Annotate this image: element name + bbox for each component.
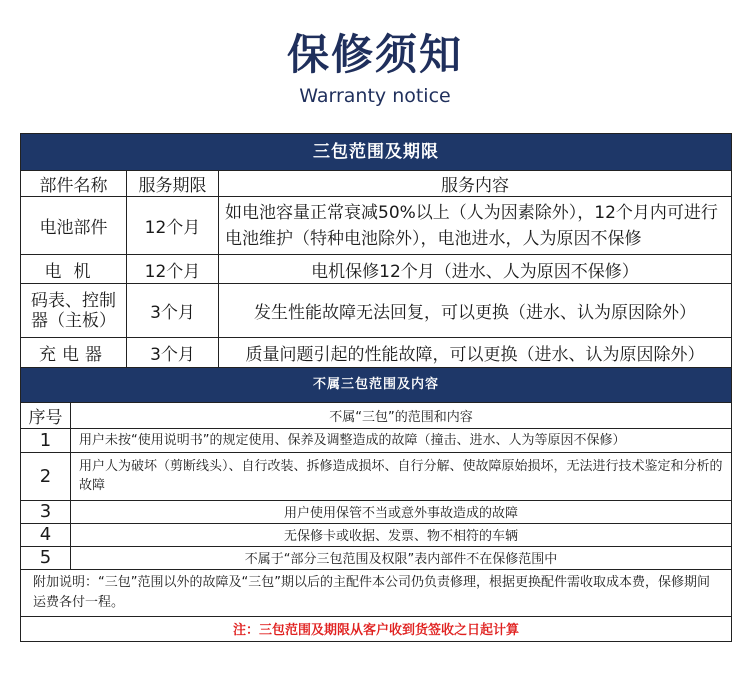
row-number: 2	[21, 452, 71, 500]
section-banner: 三包范围及期限	[21, 134, 732, 171]
table-header-row	[21, 171, 732, 197]
row-text: 用户使用保管不当或意外事故造成的故障	[71, 500, 732, 523]
row-text: 无保修卡或收据、发票、物不相符的车辆	[71, 523, 732, 546]
service-period: 3个月	[127, 284, 219, 338]
additional-note: 附加说明：“三包”范围以外的故障及“三包”期以后的主配件本公司仍负责修理，根据更换配件需收取成本费，保修期间运费各付一程。	[21, 569, 732, 616]
section-banner: 不属三包范围及内容	[21, 367, 732, 402]
service-content: 电机保修12个月（进水、人为原因不保修）	[219, 255, 732, 284]
column-header: 序号	[21, 402, 71, 428]
service-content: 发生性能故障无法回复，可以更换（进水、认为原因除外）	[219, 284, 732, 338]
non-warranty-table	[20, 367, 732, 642]
table-row	[21, 546, 732, 569]
column-header: 服务期限	[127, 171, 219, 197]
row-text: 不属于“部分三包范围及权限”表内部件不在保修范围中	[71, 546, 732, 569]
warranty-scope-table	[20, 133, 732, 368]
table-row	[21, 452, 732, 500]
warranty-tables	[20, 133, 732, 642]
table-row	[21, 338, 732, 368]
row-number: 3	[21, 500, 71, 523]
part-name: 码表、控制器（主板）	[21, 284, 127, 338]
service-content: 如电池容量正常衰减50%以上（人为因素除外），12个月内可进行电池维护（特种电池除外），电池进水，人为原因不保修	[219, 197, 732, 255]
page-subtitle: Warranty notice	[299, 85, 451, 107]
table-row	[21, 255, 732, 284]
service-content: 质量问题引起的性能故障，可以更换（进水、认为原因除外）	[219, 338, 732, 368]
service-period: 3个月	[127, 338, 219, 368]
page-title: 保修须知	[286, 30, 463, 79]
table-row	[21, 428, 732, 452]
column-header: 服务内容	[219, 171, 732, 197]
row-text: 用户未按“使用说明书”的规定使用、保养及调整造成的故障（撞击、进水、人为等原因不保修）	[71, 428, 732, 452]
table-row	[21, 500, 732, 523]
row-number: 5	[21, 546, 71, 569]
part-name: 电池部件	[21, 197, 127, 255]
note-row	[21, 569, 732, 616]
service-period: 12个月	[127, 197, 219, 255]
part-name: 电机	[21, 255, 127, 284]
service-period: 12个月	[127, 255, 219, 284]
footer-note: 注：三包范围及期限从客户收到货签收之日起计算	[21, 616, 732, 641]
part-name: 充电器	[21, 338, 127, 368]
row-text: 用户人为破坏（剪断线头）、自行改装、拆修造成损坏、自行分解、使故障原始损坏，无法进行技术鉴定和分析的故障	[71, 452, 732, 500]
footer-row	[21, 616, 732, 641]
table-row	[21, 197, 732, 255]
table-row	[21, 284, 732, 338]
table-header-row	[21, 402, 732, 428]
header	[0, 0, 750, 108]
row-number: 4	[21, 523, 71, 546]
table-row	[21, 523, 732, 546]
row-number: 1	[21, 428, 71, 452]
column-header: 部件名称	[21, 171, 127, 197]
column-header: 不属“三包”的范围和内容	[71, 402, 732, 428]
